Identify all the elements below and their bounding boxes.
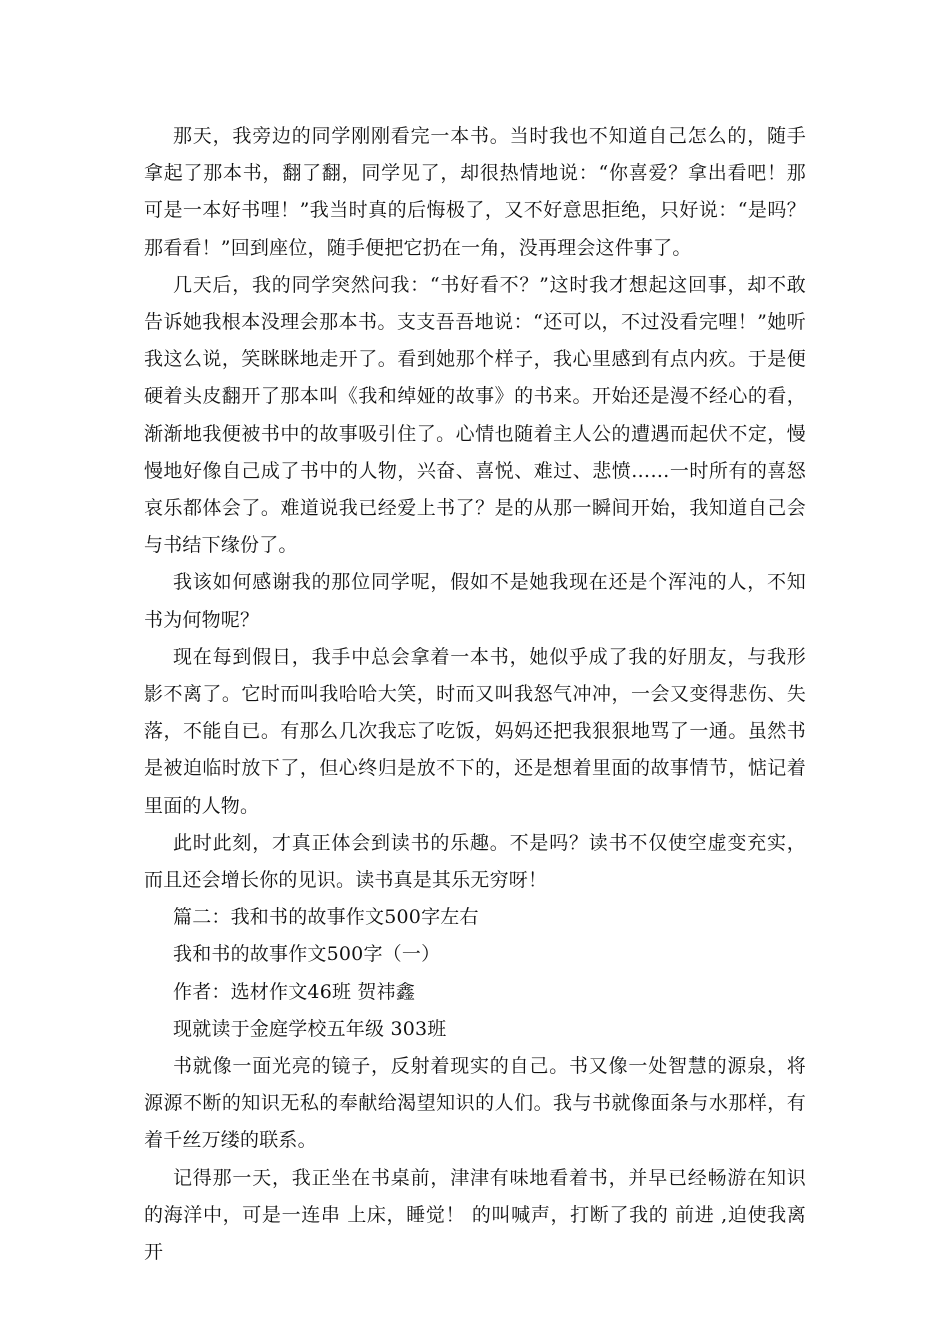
paragraph-7: 记得那一天，我正坐在书桌前，津津有味地看着书，并早已经畅游在知识的海洋中，可是一连串 上床，睡觉！ 的叫喊声，打断了我的 前进 ,迫使我离开 xyxy=(144,1166,806,1264)
paragraph-3: 我该如何感谢我的那位同学呢，假如不是她我现在还是个浑沌的人，不知书为何物呢？ xyxy=(144,571,806,631)
section-heading: 篇二：我和书的故事作文500字左右 xyxy=(173,906,479,929)
school-line: 现就读于金庭学校五年级 303班 xyxy=(173,1017,447,1040)
paragraph-2: 几天后，我的同学突然问我：“书好看不？”这时我才想起这回事，却不敢告诉她我根本没理会那本书。支支吾吾地说：“还可以，不过没看完哩！”她听我这么说，笑眯眯地走开了。看到她那个样子，我心里感到有点内疚。于是便硬着头皮翻开了那本叫《我和绰娅的故事》的书来。开始还是漫不经心的看，渐渐地我便被书中的故事吸引住了。心情也随着主人公的遭遇而起伏不定，慢慢地好像自己成了书中的人物，兴奋、喜悦、难过、悲愤……一时所有的喜怒哀乐都体会了。难道说我已经爱上书了？是的从那一瞬间开始，我知道自己会与书结下缘份了。 xyxy=(144,273,806,557)
paragraph-1: 那天，我旁边的同学刚刚看完一本书。当时我也不知道自己怎么的，随手拿起了那本书，翻了翻，同学见了，却很热情地说：“你喜爱？拿出看吧！那可是一本好书哩！”我当时真的后悔极了，又不好意思拒绝，只好说：“是吗？那看看！”回到座位，随手便把它扔在一角，没再理会这件事了。 xyxy=(144,125,806,259)
paragraph-4: 现在每到假日，我手中总会拿着一本书，她似乎成了我的好朋友，与我形影不离了。它时而叫我哈哈大笑，时而又叫我怒气冲冲，一会又变得悲伤、失落，不能自已。有那么几次我忘了吃饭，妈妈还把我狠狠地骂了一通。虽然书是被迫临时放下了，但心终归是放不下的，还是想着里面的故事情节，惦记着里面的人物。 xyxy=(144,645,806,817)
paragraph-6: 书就像一面光亮的镜子，反射着现实的自己。书又像一处智慧的源泉，将源源不断的知识无私的奉献给渴望知识的人们。我与书就像面条与水那样，有着千丝万缕的联系。 xyxy=(144,1055,806,1152)
paragraph-5: 此时此刻，才真正体会到读书的乐趣。不是吗？读书不仅使空虚变充实，而且还会增长你的见识。读书真是其乐无穷呀！ xyxy=(144,831,806,892)
author-line: 作者：选材作文46班 贺祎鑫 xyxy=(173,980,416,1003)
article-title: 我和书的故事作文500字（一） xyxy=(173,943,441,966)
document-body xyxy=(144,118,806,1271)
